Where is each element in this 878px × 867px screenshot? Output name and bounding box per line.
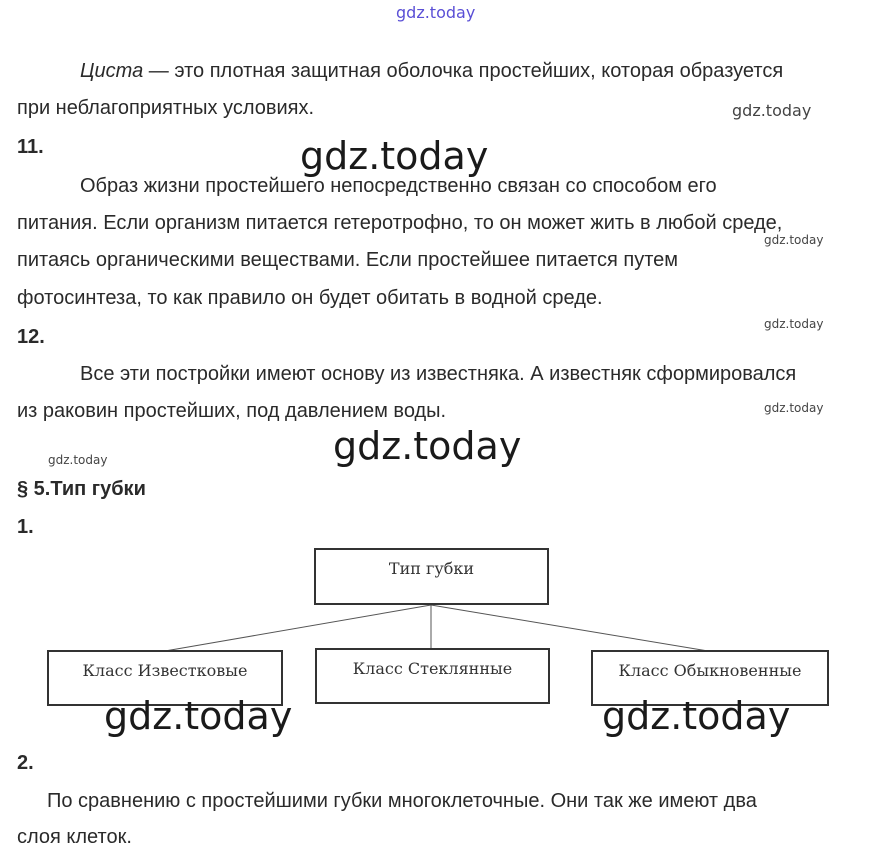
- watermark: gdz.today: [732, 101, 812, 120]
- answer-12-line-1: Все эти постройки имеют основу из известняка. А известняк сформировался: [80, 363, 797, 385]
- diagram-class-label: Класс Обыкновенные: [618, 660, 802, 680]
- answer-11-line-2: питания. Если организм питается гетеротрофно, то он может жить в любой среде,: [17, 212, 783, 234]
- watermark: gdz.today: [764, 317, 824, 331]
- diagram-class-box-glass: [315, 648, 550, 704]
- watermark: gdz.today: [602, 694, 791, 738]
- watermark: gdz.today: [333, 424, 522, 468]
- cyst-definition-text: — это плотная защитная оболочка простейших, которая образуется: [143, 60, 784, 82]
- answer-2-line-2: слоя клеток.: [17, 826, 132, 848]
- question-number-1: 1.: [17, 516, 34, 538]
- answer-11-line-3: питаясь органическими веществами. Если простейшее питается путем: [17, 249, 678, 271]
- connector-right: [431, 605, 708, 651]
- watermark: gdz.today: [764, 233, 824, 247]
- cyst-term: Циста: [80, 60, 144, 82]
- cyst-definition-line-2: при неблагоприятных условиях.: [17, 97, 315, 119]
- section-title: § 5.Тип губки: [17, 478, 146, 500]
- watermark: gdz.today: [48, 453, 108, 467]
- answer-11-line-4: фотосинтеза, то как правило он будет обитать в водной среде.: [17, 287, 603, 309]
- question-number-11: 11.: [17, 136, 44, 158]
- answer-11-line-1: Образ жизни простейшего непосредственно связан со способом его: [80, 175, 717, 197]
- watermark: gdz.today: [104, 694, 293, 738]
- watermark: gdz.today: [300, 134, 489, 178]
- watermark-top: gdz.today: [396, 3, 476, 22]
- diagram-class-label: Класс Известковые: [82, 660, 248, 680]
- watermark: gdz.today: [764, 401, 824, 415]
- answer-12-line-2: из раковин простейших, под давлением воды.: [17, 400, 447, 422]
- question-number-2: 2.: [17, 752, 34, 774]
- connector-left: [165, 605, 431, 651]
- question-number-12: 12.: [17, 326, 45, 348]
- diagram-root-box: [314, 548, 549, 605]
- diagram-root-label: Тип губки: [388, 559, 475, 578]
- diagram-class-label: Класс Стеклянные: [352, 658, 513, 678]
- answer-2-line-1: По сравнению с простейшими губки многоклеточные. Они так же имеют два: [47, 790, 757, 812]
